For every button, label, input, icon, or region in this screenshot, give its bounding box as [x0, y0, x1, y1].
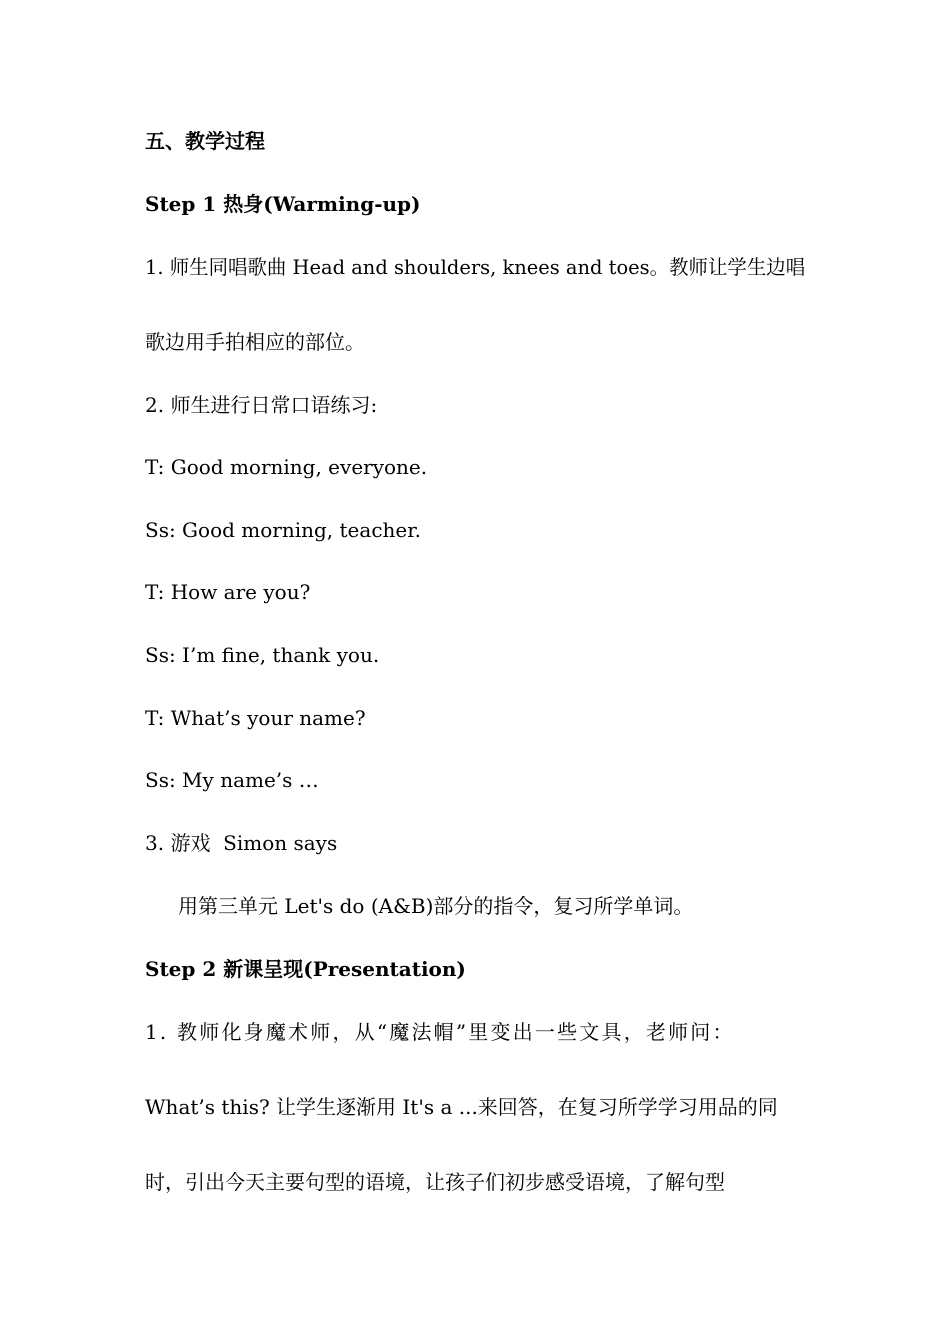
step1-item3: 3. 游戏 Simon says [145, 831, 338, 855]
step1-item3-detail: 用第三单元 Let's do (A&B)部分的指令，复习所学单词。 [178, 894, 694, 918]
step1-item2: 2. 师生进行日常口语练习: [145, 393, 378, 417]
step2-item1-line1: 1. 教师化身魔术师，从“魔法帽”里变出一些文具，老师问： [145, 1020, 735, 1044]
dialogue-line: Ss: My name’s … [145, 768, 319, 792]
section-title: 五、教学过程 [145, 129, 265, 153]
dialogue-line: Ss: Good morning, teacher. [145, 518, 421, 542]
step1-item1-line2: 歌边用手拍相应的部位。 [145, 330, 365, 354]
step2-heading: Step 2 新课呈现(Presentation) [145, 957, 466, 981]
step2-item1-line2: What’s this? 让学生逐渐用 It's a ...来回答，在复习所学学习用品的同 [145, 1095, 778, 1119]
step1-heading: Step 1 热身(Warming-up) [145, 192, 421, 216]
dialogue-line: T: Good morning, everyone. [145, 455, 428, 479]
dialogue-line: Ss: I’m fine, thank you. [145, 643, 380, 667]
step1-item1-line1: 1. 师生同唱歌曲 Head and shoulders, knees and toes。教师让学生边唱 [145, 255, 806, 279]
step2-item1-line3: 时，引出今天主要句型的语境，让孩子们初步感受语境，了解句型 [145, 1170, 725, 1194]
dialogue-line: T: How are you? [145, 580, 311, 604]
dialogue-line: T: What’s your name? [145, 706, 366, 730]
